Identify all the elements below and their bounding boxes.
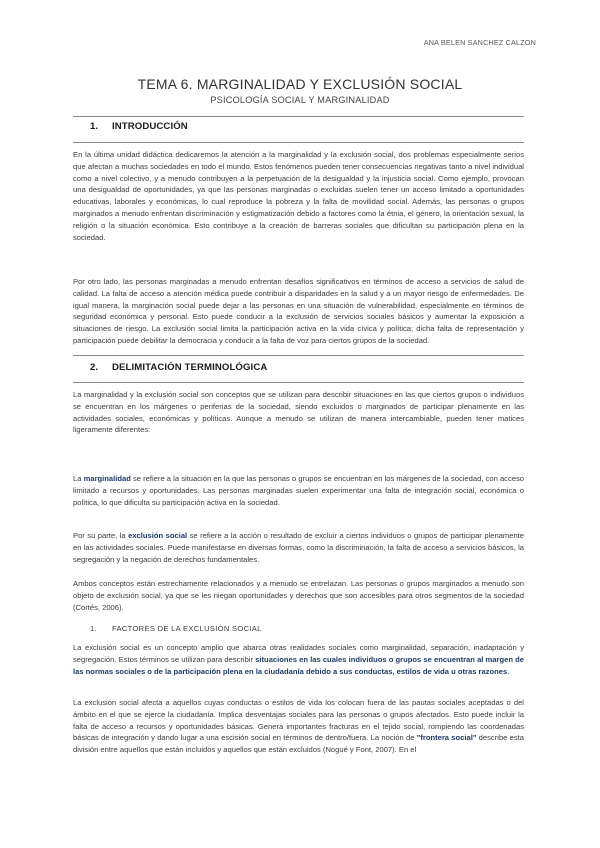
author-header: ANA BELEN SANCHEZ CALZON (423, 38, 536, 47)
marginalidad-paragraph (73, 473, 524, 508)
subsection-number: 1. (90, 624, 97, 633)
section-2-bottom-rule (73, 382, 524, 383)
exclusion-before: Por su parte, la (73, 531, 129, 540)
section-2-top-rule (73, 355, 524, 356)
section-1-bottom-rule (73, 142, 524, 143)
section-2-heading (90, 362, 267, 373)
exclusion-after: se refiere a la acción o resultado de excluir a ciertos individuos o grupos de participar plenamente en las actividades sociales. Puede manifestarse en diversas formas, como la discriminación, la falta de acceso a servicios básicos, la segregación y la negación de derechos fundamentales. (73, 531, 525, 564)
exclusion-paragraph (73, 530, 524, 565)
section-2-title: DELIMITACIÓN TERMINOLÓGICA (112, 362, 268, 373)
factores-p1-after: . (507, 666, 510, 676)
intro-paragraph-2: Por otro lado, las personas marginadas a menudo enfrentan desafíos significativos en términos de acceso a servicios de salud de calidad. La falta de acceso a atención médica puede contribuir a disparidades en la salud y a un mayor riesgo de enfermedades. De igual manera, la marginación social puede dejar a las personas en una situación de vulnerabilidad, especialmente en términos de seguridad económica y personal. Esto puede conducir a la exclusión de servicios sociales básicos y aumentar la exposición a situaciones de riesgo. La exclusión social limita la participación activa en la vida cívica y política; dicha falta de representación y participación puede debilitar la democracia y conducir a la falta de voz para ciertos grupos de la sociedad. (73, 277, 524, 345)
exclusion-term: exclusión social (128, 531, 188, 540)
factores-paragraph-1 (73, 642, 524, 677)
section-1-top-rule (73, 116, 524, 117)
marginalidad-term: marginalidad (83, 474, 131, 483)
ambos-paragraph: Ambos conceptos están estrechamente relacionados y a menudo se entrelazan. Las personas o grupos marginados a menudo son objeto de exclusión social, ya que se les niegan oportunidades y derechos que son accesibles para otros segmentos de la sociedad (Cortés, 2006). (73, 579, 524, 612)
terminology-paragraph-1: La marginalidad y la exclusión social son conceptos que se utilizan para describir situaciones en las que ciertos grupos o individuos se encuentran en los márgenes o periferias de la sociedad, siendo excluidos o marginados de participar plenamente en las actividades sociales, económicas y políticas. Aunque a menudo se utilizan de manera intercambiable, pueden tener matices ligeramente diferentes: (73, 390, 524, 435)
factores-p1-highlight: situaciones en las cuales individuos o grupos se encuentran al margen de las normas sociales o de la participación plena en la ciudadanía debido a sus conductas, estilos de vida u otras razones (73, 654, 524, 676)
marginalidad-before: La (73, 474, 84, 483)
document-title: TEMA 6. MARGINALIDAD Y EXCLUSIÓN SOCIAL (137, 76, 463, 92)
section-1-number: 1. (90, 121, 99, 132)
section-1-title: INTRODUCCIÓN (112, 121, 188, 132)
marginalidad-after: se refiere a la situación en la que las personas o grupos se encuentran en los márgenes de la sociedad, con acceso limitado a recursos y oportunidades. Las personas marginadas suelen experimentar una falta de integración social, económica o política, lo que dificulta su participación activa en la sociedad. (73, 474, 524, 507)
section-1-heading (90, 121, 188, 132)
factores-p2-before: La exclusión social afecta a aquellos cuyas conductas o estilos de vida los colocan fuera de las pautas sociales aceptadas o del ámbito en el que se ejerce la ciudadanía. Implica desventajas sociales para las personas o grupos afectados. Esto puede incluir la falta de acceso a recursos y oportunidades básicas. Genera importantes fracturas en el tejido social, rompiendo las coordenadas básicas de integración y dando lugar a una escisión social en términos de dentro/fuera. La noción de (73, 698, 524, 743)
section-2-number: 2. (90, 362, 99, 373)
subsection-title: FACTORES DE LA EXCLUSIÓN SOCIAL (112, 624, 262, 633)
factores-p2-after: describe esta división entre aquellos que están incluidos y aquellos que están excluidos (Nogué y Font, 2007). En el (73, 733, 525, 755)
document-subtitle: PSICOLOGÍA SOCIAL Y MARGINALIDAD (210, 95, 390, 105)
factores-p1-before: La exclusión social es un concepto amplio que abarca otras realidades sociales como marginalidad, separación, inadaptación y segregación. Estos términos se utilizan para describir (73, 643, 524, 664)
frontera-social-term: "frontera social" (416, 733, 477, 743)
subsection-heading (90, 624, 262, 633)
factores-paragraph-2 (73, 697, 524, 756)
intro-paragraph-1: En la última unidad didáctica dedicaremos la atención a la marginalidad y la exclusión social, dos problemas especialmente serios que afectan a muchas sociedades en todo el mundo. Estos fenómenos pueden tener consecuencias negativas tanto a nivel individual como a nivel colectivo, y a menudo contribuyen a la perpetuación de la desigualdad y la injusticia social. Como ejemplo, provocan una desigualdad de oportunidades, ya que las personas marginadas o excluidas suelen tener un acceso limitado a oportunidades educativas, laborales y económicas, lo cual reproduce la pobreza y la falta de movilidad social. Además, las personas o grupos marginados a menudo enfrentan discriminación y estigmatización debido a factores como la étnia, el género, la orientación sexual, la religión o la situación económica. Esto contribuye a la creación de barreras sociales que dificultan su participación plena en la sociedad. (73, 150, 524, 242)
